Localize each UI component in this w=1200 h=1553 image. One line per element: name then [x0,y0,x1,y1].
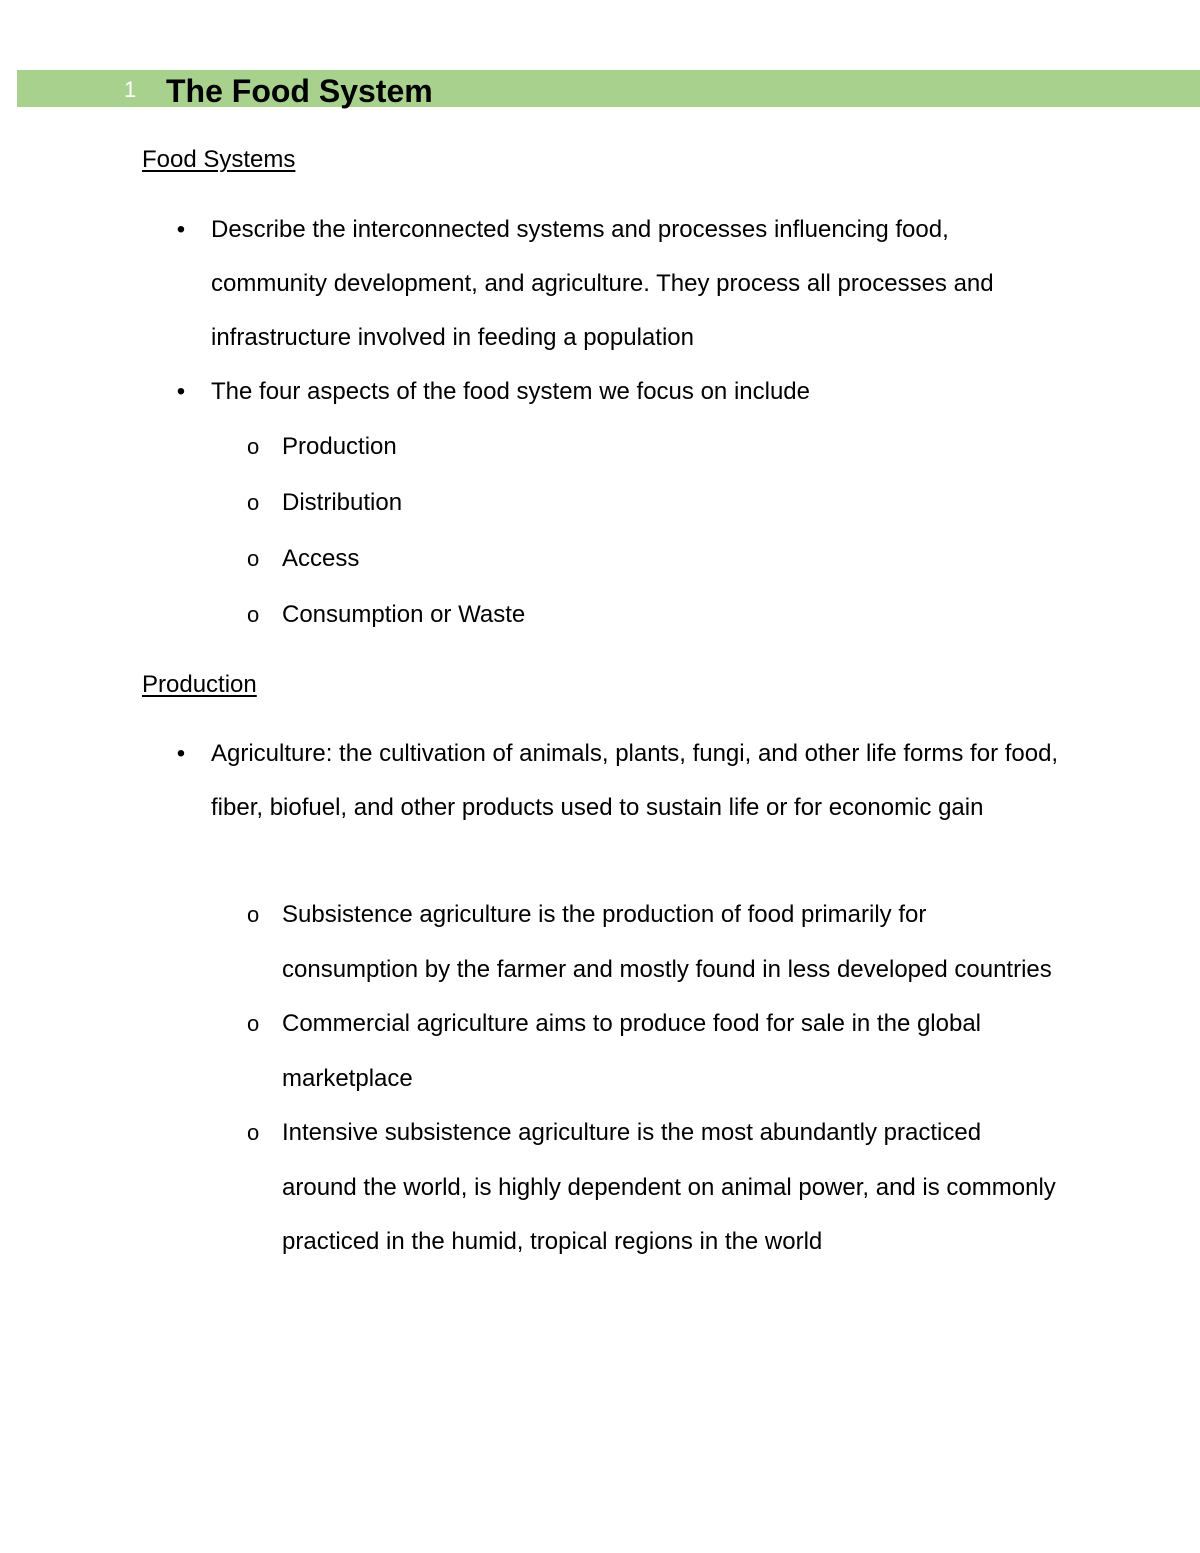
sub-list-item [0,419,1062,475]
section-title-food-systems: Food Systems [142,146,296,173]
sub-list-item [0,888,1062,997]
sub-list-item-text: Commercial agriculture aims to produce food for sale in the global marketplace [282,1010,982,1092]
bullet-icon: • [176,216,186,243]
production-list [0,727,1200,835]
sub-list-item-text: Production [282,433,397,460]
heading-number: 1 [124,77,137,102]
sub-list-item-text: Consumption or Waste [282,601,526,628]
sub-list-item [0,587,1062,643]
sub-bullet-icon: o [247,434,260,459]
bullet-icon: • [176,378,186,405]
sub-bullet-icon: o [247,1011,260,1036]
sub-list-item [0,997,1062,1106]
list-item [0,727,1071,835]
list-item [0,365,1071,419]
sub-list-item-text: Subsistence agriculture is the production of food primarily for consumption by the farmer and mostly found in less developed countries [282,901,1052,983]
food-systems-sublist [0,419,1200,643]
sub-list-item-text: Access [282,545,360,572]
list-item-text: Describe the interconnected systems and processes influencing food, community development, and agriculture. They process all processes and infrastructure involved in feeding a population [211,216,994,351]
sub-bullet-icon: o [247,490,260,515]
page-title: The Food System [166,73,433,109]
sub-bullet-icon: o [247,546,260,571]
bullet-icon: • [176,740,186,767]
sub-list-item [0,531,1062,587]
list-item-text: Agriculture: the cultivation of animals, plants, fungi, and other life forms for food, fiber, biofuel, and other products used to sustain life or for economic gain [211,740,1059,821]
section-title-production: Production [142,671,257,698]
sub-bullet-icon: o [247,902,260,927]
sub-list-item-text: Distribution [282,489,403,516]
sub-bullet-icon: o [247,602,260,627]
sub-list-item [0,1106,1062,1270]
production-sublist [0,888,1200,1270]
sub-list-item-text: Intensive subsistence agriculture is the most abundantly practiced around the world, is highly dependent on animal power, and is commonly practiced in the humid, tropical regions in the world [282,1119,1056,1255]
list-item-text: The four aspects of the food system we focus on include [211,378,810,405]
sub-bullet-icon: o [247,1120,260,1145]
food-systems-list [0,203,1200,419]
list-item [0,203,1071,365]
sub-list-item [0,475,1062,531]
